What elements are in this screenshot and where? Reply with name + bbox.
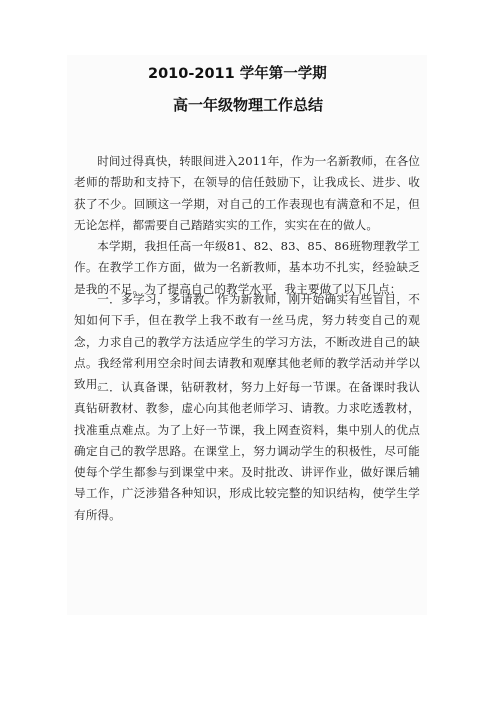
paragraph-teaching-assignment: 本学期，我担任高一年级81、82、83、85、86班物理教学工作。在教学工作方面，做为一名新教师，基本功不扎实，经验缺乏是我的不足。为了提高自己的教学水平，我主要做了以下几点： [74,239,420,296]
paragraph-point-two: 二．认真备课，钻研教材，努力上好每一节课。在备课时我认真钻研教材、教参，虚心向其他老师学习、请教。力求吃透教材，找准重点难点。为了上好一节课，我上网查资料，集中别人的优点确定自己的教学思路。在课堂上，努力调动学生的积极性，尽可能使每个学生都参与到课堂中来。及时批改、讲评作业，做好课后辅导工作，广泛涉猎各种知识，形成比较完整的知识结构，使学生学有所得。 [74,380,420,522]
paragraph-point-one: 一．多学习，多请教。作为新教师，刚开始确实有些盲目，不知如何下手，但在教学上我不敢有一丝马虎，努力转变自己的观念，力求自己的教学方法适应学生的学习方法，不断改进自己的缺点。我经常利用空余时间去请教和观摩其他老师的教学活动并学以致用。 [74,292,420,392]
paragraph-intro: 时间过得真快，转眼间进入2011年，作为一名新教师，在各位老师的帮助和支持下，在领导的信任鼓励下，让我成长、进步、收获了不少。回顾这一学期，对自己的工作表现也有满意和不足，但无论怎样，都需要自己踏踏实实的工作，实实在在的做人。 [74,154,420,232]
document-title-subject: 高一年级物理工作总结 [173,96,324,114]
document-title-term: 2010-2011 学年第一学期 [148,66,327,82]
